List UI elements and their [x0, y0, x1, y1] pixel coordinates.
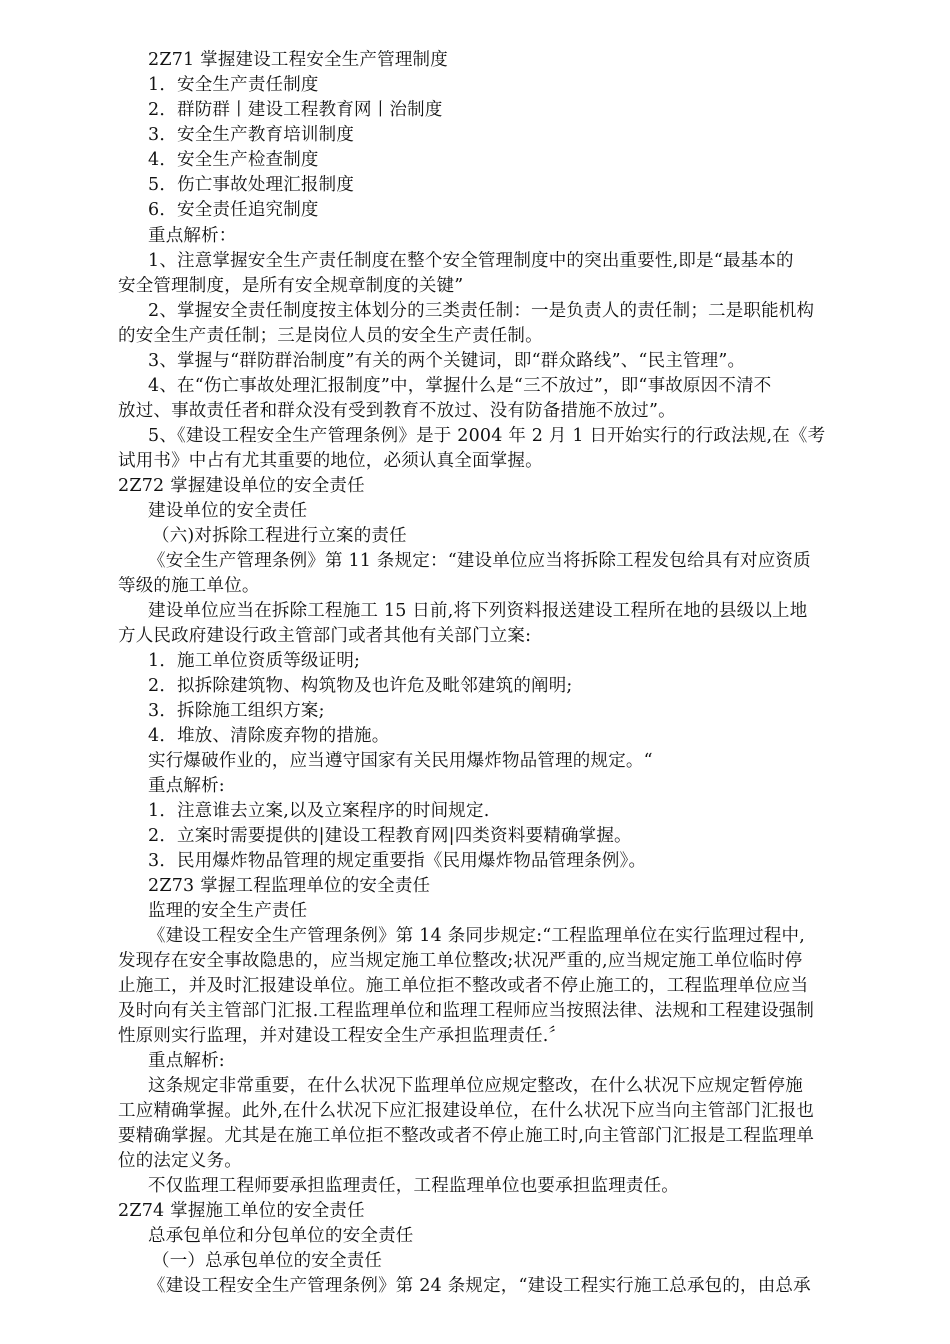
- section-heading-2z74: 2Z74 掌握施工单位的安全责任: [118, 1201, 365, 1221]
- paragraph-line: 放过、事故责任者和群众没有受到教育不放过、没有防备措施不放过”。: [118, 401, 676, 421]
- paragraph-line: 《建设工程安全生产管理条例》第 14 条同步规定:“工程监理单位在实行监理过程中,: [148, 926, 805, 946]
- list-item: 1．施工单位资质等级证明;: [148, 651, 361, 671]
- key-analysis-label: 重点解析:: [148, 776, 225, 796]
- paragraph-line: 工应精确掌握。此外,在什么状况下应汇报建设单位，在什么状况下应当向主管部门汇报也: [118, 1101, 815, 1121]
- key-analysis-label: 重点解析：: [148, 226, 237, 246]
- subsection-heading: 建设单位的安全责任: [148, 501, 308, 521]
- paragraph-line: 实行爆破作业的，应当遵守国家有关民用爆炸物品管理的规定。“: [148, 751, 653, 771]
- paragraph-line: 等级的施工单位。: [118, 576, 260, 596]
- list-item: 3．民用爆炸物品管理的规定重要指《民用爆炸物品管理条例》。: [148, 851, 647, 871]
- paragraph-line: 安全管理制度，是所有安全规章制度的关键”: [118, 276, 464, 296]
- paragraph-line: 止施工，并及时汇报建设单位。施工单位拒不整改或者不停止施工的，工程监理单位应当: [118, 976, 809, 996]
- list-item: 3．安全生产教育培训制度: [148, 125, 355, 145]
- paragraph-line: 试用书》中占有尤其重要的地位，必须认真全面掌握。: [118, 451, 543, 471]
- subsection-heading: （六)对拆除工程进行立案的责任: [152, 526, 407, 546]
- paragraph-line: 方人民政府建设行政主管部门或者其他有关部门立案:: [118, 626, 532, 646]
- key-analysis-label: 重点解析:: [148, 1051, 225, 1071]
- list-item: 6．安全责任追究制度: [148, 200, 319, 220]
- paragraph-line: 2、掌握安全责任制度按主体划分的三类责任制：一是负责人的责任制；二是职能机构: [148, 301, 815, 321]
- paragraph-line: 性原则实行监理，并对建设工程安全生产承担监理责任.〞: [118, 1026, 567, 1046]
- list-item: 3．拆除施工组织方案;: [148, 701, 325, 721]
- section-heading-2z73: 2Z73 掌握工程监理单位的安全责任: [148, 876, 431, 896]
- paragraph-line: 《建设工程安全生产管理条例》第 24 条规定，“建设工程实行施工总承包的，由总承: [148, 1276, 811, 1296]
- list-item: 5．伤亡事故处理汇报制度: [148, 175, 355, 195]
- subsection-heading: 监理的安全生产责任: [148, 901, 308, 921]
- paragraph-line: 这条规定非常重要，在什么状况下监理单位应规定整改，在什么状况下应规定暂停施: [148, 1076, 803, 1096]
- paragraph-line: 3、掌握与“群防群治制度”有关的两个关键词，即“群众路线”、“民主管理”。: [148, 351, 746, 371]
- list-item: 4．堆放、清除废弃物的措施。: [148, 726, 390, 746]
- list-item: 2．拟拆除建筑物、构筑物及也许危及毗邻建筑的阐明;: [148, 676, 573, 696]
- list-item: 1．注意谁去立案,以及立案程序的时间规定.: [148, 801, 490, 821]
- paragraph-line: 《安全生产管理条例》第 11 条规定：“建设单位应当将拆除工程发包给具有对应资质: [148, 551, 811, 571]
- paragraph-line: 位的法定义务。: [118, 1151, 242, 1171]
- paragraph-line: 及时向有关主管部门汇报.工程监理单位和监理工程师应当按照法律、法规和工程建设强制: [118, 1001, 815, 1021]
- list-item: 2．群防群丨建设工程教育网丨治制度: [148, 100, 443, 120]
- subsection-heading: 总承包单位和分包单位的安全责任: [148, 1226, 414, 1246]
- list-item: 2．立案时需要提供的|建设工程教育网|四类资料要精确掌握。: [148, 826, 632, 846]
- paragraph-line: 要精确掌握。尤其是在施工单位拒不整改或者不停止施工时,向主管部门汇报是工程监理单: [118, 1126, 815, 1146]
- paragraph-line: 建设单位应当在拆除工程施工 15 日前,将下列资料报送建设工程所在地的县级以上地: [148, 601, 808, 621]
- paragraph-line: 4、在“伤亡事故处理汇报制度”中，掌握什么是“三不放过”，即“事故原因不清不: [148, 376, 772, 396]
- paragraph-line: 不仅监理工程师要承担监理责任，工程监理单位也要承担监理责任。: [148, 1176, 679, 1196]
- section-heading-2z72: 2Z72 掌握建设单位的安全责任: [118, 476, 365, 496]
- paragraph-line: 1、注意掌握安全生产责任制度在整个安全管理制度中的突出重要性,即是“最基本的: [148, 251, 794, 271]
- paragraph-line: 的安全生产责任制；三是岗位人员的安全生产责任制。: [118, 326, 543, 346]
- subsection-heading: （一）总承包单位的安全责任: [152, 1251, 383, 1271]
- list-item: 1．安全生产责任制度: [148, 75, 319, 95]
- section-heading-2z71: 2Z71 掌握建设工程安全生产管理制度: [148, 50, 448, 70]
- paragraph-line: 发现存在安全事故隐患的，应当规定施工单位整改;状况严重的,应当规定施工单位临时停: [118, 951, 803, 971]
- list-item: 4．安全生产检查制度: [148, 150, 319, 170]
- paragraph-line: 5、《建设工程安全生产管理条例》是于 2004 年 2 月 1 日开始实行的行政法规,在《考: [148, 426, 826, 446]
